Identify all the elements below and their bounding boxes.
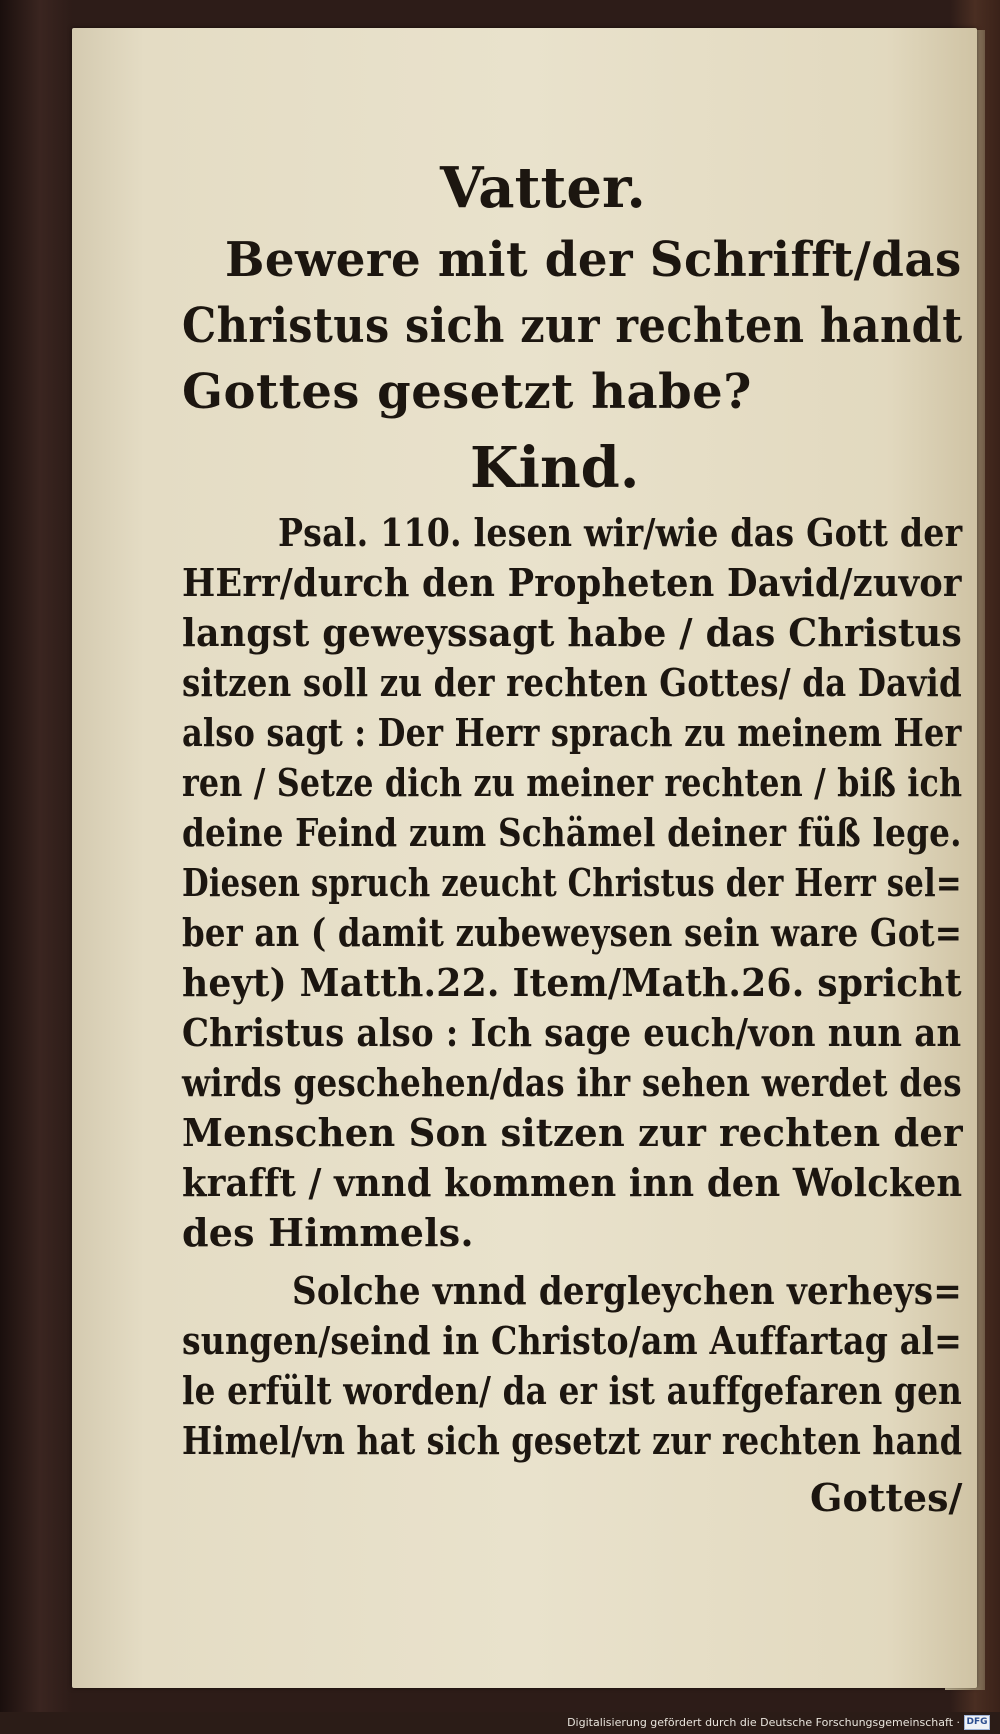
catchword: Gottes/ [810,1475,963,1520]
closing-line-1: Solche vnnd dergleychen verheys= [292,1268,963,1313]
question-line-1: Bewere mit der Schrifft/das [225,232,962,288]
answer-line-8: Diesen spruch zeucht Christus der Herr sel= [182,860,962,905]
answer-line-9: ber an ( damit zubeweysen sein ware Got= [182,910,963,955]
dfg-logo[interactable]: DFG [964,1715,990,1730]
answer-line-7: deine Feind zum Schämel deiner füß lege. [182,810,962,855]
speaker-child-heading: Kind. [470,435,640,501]
answer-line-3: langst geweyssagt habe / das Christus [182,610,963,655]
answer-line-5: also sagt : Der Herr sprach zu meinem Her [182,710,962,755]
funding-credit: Digitalisierung gefördert durch die Deutsche Forschungsgemeinschaft · [567,1716,960,1729]
closing-line-4: Himel/vn hat sich gesetzt zur rechten hand [182,1418,963,1463]
closing-line-2: sungen/seind in Christo/am Auffartag al= [182,1318,962,1363]
answer-line-14: krafft / vnnd kommen inn den Wolcken [182,1160,963,1205]
answer-line-4: sitzen soll zu der rechten Gottes/ da David [182,660,962,705]
answer-line-13: Menschen Son sitzen zur rechten der [182,1110,963,1155]
answer-line-10: heyt) Matth.22. Item/Math.26. spricht [182,960,962,1005]
closing-line-3: le erfült worden/ da er ist auffgefaren gen [182,1368,963,1413]
answer-line-12: wirds geschehen/das ihr sehen werdet des [182,1060,962,1105]
answer-line-6: ren / Setze dich zu meiner rechten / biß ich [182,760,963,805]
answer-line-15: des Himmels. [182,1210,474,1255]
answer-line-1: Psal. 110. lesen wir/wie das Gott der [278,510,963,555]
speaker-father-heading: Vatter. [440,155,646,221]
question-line-2: Christus sich zur rechten handt [182,298,963,354]
answer-line-11: Christus also : Ich sage euch/von nun an [182,1010,962,1055]
question-line-3: Gottes gesetzt habe? [182,364,752,420]
answer-line-2: HErr/durch den Propheten David/zuvor [182,560,962,605]
